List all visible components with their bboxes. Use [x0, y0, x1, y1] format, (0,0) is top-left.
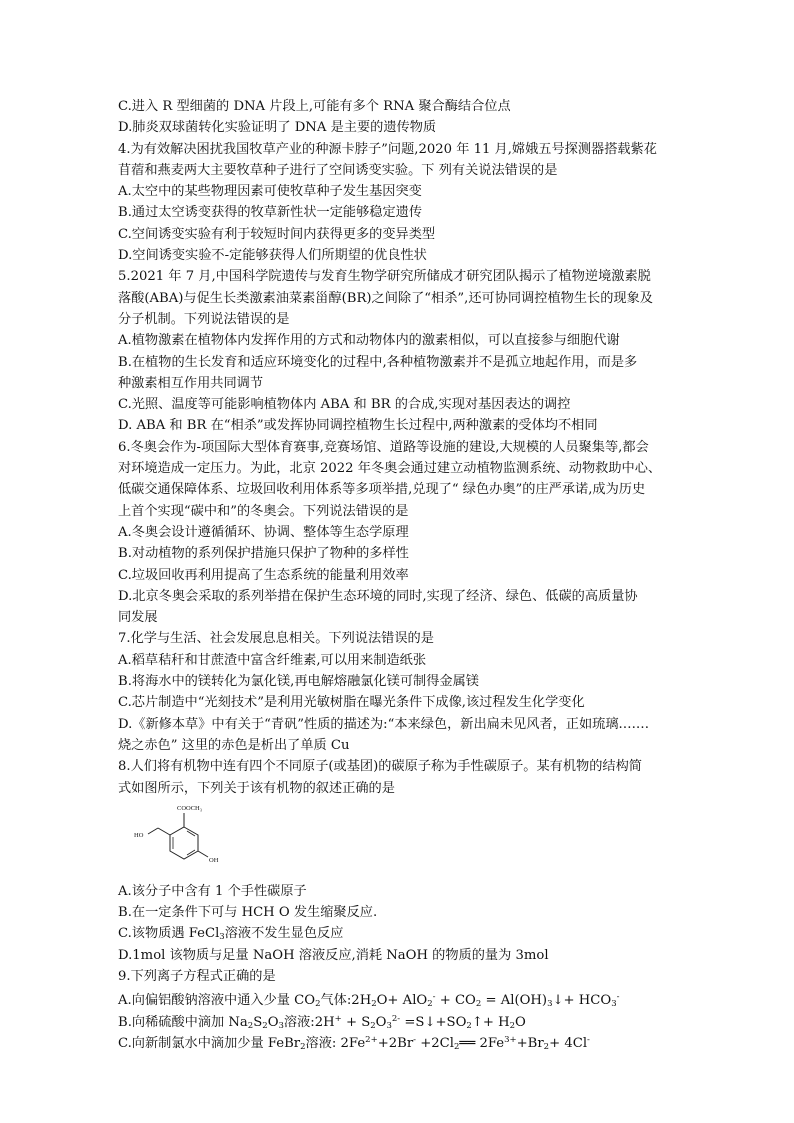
- q4-stem-cont: 苜蓿和燕麦两大主要牧草种子进行了空间诱变实验。下 列有关说法错误的是: [118, 162, 558, 178]
- ester-group-label: COOCH₃: [177, 804, 203, 812]
- q6-stem-cont: 对环境造成一定压力。为此，北京 2022 年冬奥会通过建立动植物监测系统、动物救助中心、: [118, 461, 662, 477]
- q5-option-c: C.光照、温度等可能影响植物体内 ABA 和 BR 的合成,实现对基因表达的调控: [118, 397, 571, 413]
- q5-stem: 5.2021 年 7 月,中国科学院遗传与发育生物学研究所储成才研究团队揭示了植物逆境激素脱: [118, 269, 651, 285]
- q9-stem: 9.下列离子方程式正确的是: [118, 968, 276, 984]
- q5-stem-cont: 落酸(ABA)与促生长类激素油菜素甾醇(BR)之间除了“相杀”,还可协同调控植物生长的现象及: [118, 290, 653, 306]
- q6-option-b: B.对动植物的系列保护措施只保护了物种的多样性: [118, 546, 409, 562]
- q4-stem: 4.为有效解决困扰我国牧草产业的种源卡脖子”问题,2020 年 11 月,嫦娥五号探测器搭载紫花: [118, 141, 657, 157]
- q4-option-a: A.太空中的某些物理因素可使牧草种子发生基因突变: [118, 184, 422, 200]
- q8-option-d: D.1mol 该物质与足量 NaOH 溶液反应,消耗 NaOH 的物质的量为 3mol: [118, 947, 549, 963]
- exam-page: [118, 96, 688, 1051]
- q6-stem: 6.冬奥会作为-项国际大型体育赛事,竞赛场馆、道路等设施的建设,大规模的人员聚集等,都会: [118, 439, 649, 455]
- q6-stem-cont: 上首个实现“碳中和”的冬奥会。下列说法错误的是: [118, 503, 409, 519]
- q7-option-d-cont: 烧之赤色” 这里的赤色是析出了单质 Cu: [118, 737, 350, 753]
- q4-option-d: D.空间诱变实验不-定能够获得人们所期望的优良性状: [118, 248, 427, 264]
- q5-option-b-cont: 种激素相互作用共同调节: [118, 375, 264, 391]
- q4-option-c: C.空间诱变实验有利于较短时间内获得更多的变异类型: [118, 226, 436, 242]
- q5-option-d: D. ABA 和 BR 在“相杀”或发挥协同调控植物生长过程中,两种激素的受体均不相同: [118, 418, 598, 434]
- q5-option-b: B.在植物的生长发育和适应环境变化的过程中,各种植物激素并不是孤立地起作用，而是多: [118, 354, 638, 370]
- q6-option-c: C.垃圾回收再利用提高了生态系统的能量利用效率: [118, 567, 409, 583]
- q4-option-b: B.通过太空诱变获得的牧草新性状一定能够稳定遗传: [118, 205, 423, 221]
- hydroxymethyl-label: HO: [134, 831, 144, 839]
- q6-option-d: D.北京冬奥会采取的系列举措在保护生态环境的同时,实现了经济、绿色、低碳的高质量协: [118, 588, 638, 604]
- q6-option-a: A.冬奥会设计遵循循环、协调、整体等生态学原理: [118, 524, 409, 540]
- q9-option-b: B.向稀硫酸中滴加 $Na_2S_2O_3$溶液:2H+ + $S_2O_3^{2-}$ $=S↓+SO_2↑+ H_2O$: [118, 1013, 526, 1031]
- q8-stem-cont: 式如图所示，下列关于该有机物的叙述正确的是: [118, 780, 395, 796]
- q8-stem: 8.人们将有机物中连有四个不同原子(或基团)的碳原子称为手性碳原子。某有机物的结构简: [118, 759, 642, 775]
- q9-option-c: C.向新制氯水中滴加少量 FeBr$_2$溶液: $2Fe^{2+}+2Br^-$ $+2Cl_2══$ $2Fe^{3+}+Br_2+ 4Cl^-$: [118, 1034, 590, 1052]
- phenol-oh-label: OH: [209, 856, 219, 864]
- q7-option-d: D.《新修本草》中有关于“青矾”性质的描述为:“本来绿色，新出扁未见风者，正如琉璃.……: [118, 716, 650, 732]
- q8-option-c: C.该物质遇 FeCl$_3$溶液不发生显色反应: [118, 926, 344, 943]
- q7-option-c: C.芯片制造中“光刻技术”是利用光敏树脂在曝光条件下成像,该过程发生化学变化: [118, 695, 585, 711]
- q8-option-a: A.该分子中含有 1 个手性碳原子: [118, 883, 307, 899]
- q7-option-a: A.稻草秸秆和甘蔗渣中富含纤维素,可以用来制造纸张: [118, 652, 427, 668]
- q3-option-d: D.肺炎双球菌转化实验证明了 DNA 是主要的遗传物质: [118, 120, 437, 136]
- benzene-ring-diagram: [126, 801, 236, 881]
- q7-stem: 7.化学与生活、社会发展息息相关。下列说法错误的是: [118, 631, 434, 647]
- q5-stem-cont: 分子机制。下列说法错误的是: [118, 311, 290, 327]
- q6-stem-cont: 低碳交通保障体系、垃圾回收利用体系等多项举措,兑现了“ 绿色办奥”的庄严承诺,成为历史: [118, 482, 646, 498]
- molecule-structure-figure: [118, 799, 688, 881]
- q7-option-b: B.将海水中的镁转化为氯化镁,再电解熔融氯化镁可制得金属镁: [118, 674, 479, 690]
- q5-option-a: A.植物激素在植物体内发挥作用的方式和动物体内的激素相似，可以直接参与细胞代谢: [118, 333, 620, 349]
- q6-option-d-cont: 同发展: [118, 610, 158, 626]
- q8-option-b: B.在一定条件下可与 HCH O 发生缩聚反应.: [118, 905, 378, 921]
- q3-option-c: C.进入 R 型细菌的 DNA 片段上,可能有多个 RNA 聚合酶结合位点: [118, 99, 511, 114]
- q9-option-a: A.向偏铝酸钠溶液中通入少量 $CO_2$气体$:2H_2O+ AlO_2^- + CO_2$ = $Al(OH)_3↓+ HCO_3^-$: [118, 992, 620, 1010]
